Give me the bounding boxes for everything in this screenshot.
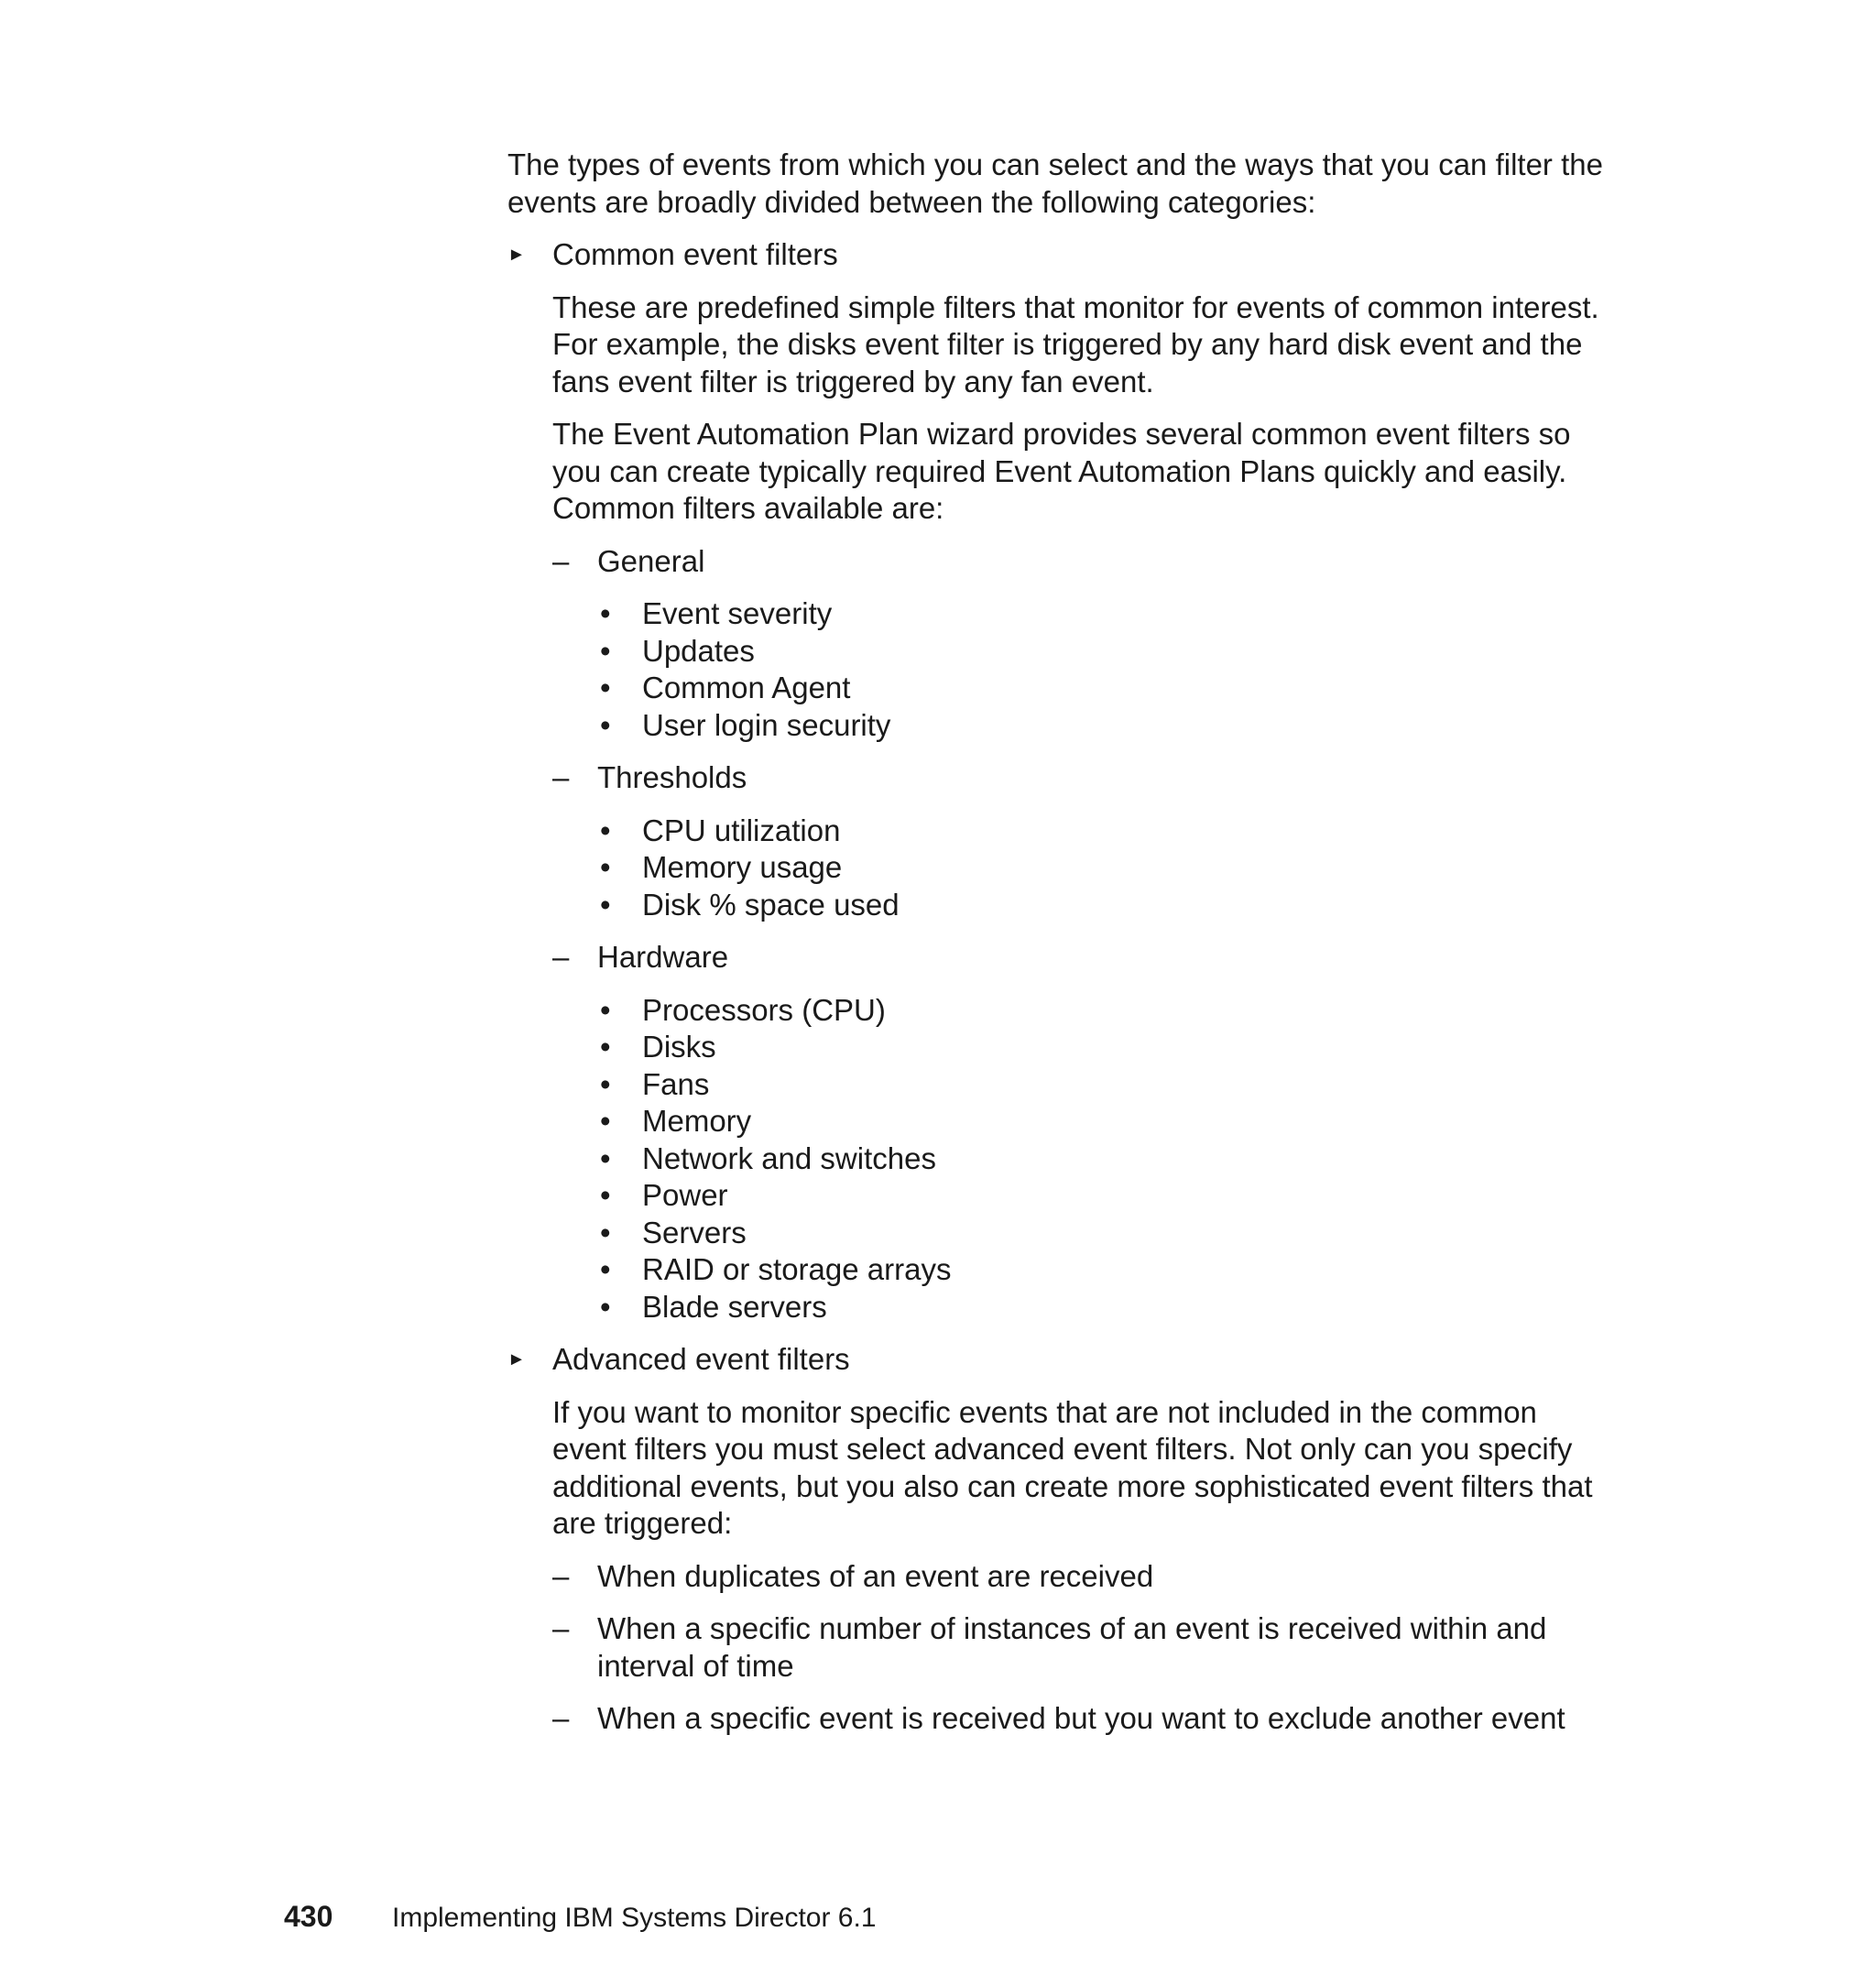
group-items xyxy=(597,992,1616,1326)
book-title: Implementing IBM Systems Director 6.1 xyxy=(392,1903,877,1933)
common-filters-description: These are predefined simple filters that monitor for events of common interest. For example, the disks event filter is triggered by any hard disk event and the fans event filter is triggered by any fan event. xyxy=(552,289,1599,398)
group-title: General xyxy=(597,543,705,578)
group-items xyxy=(597,813,1616,924)
dash-bullet-icon: – xyxy=(552,1558,570,1593)
dash-bullet-icon: – xyxy=(552,543,570,578)
list-item: • Blade servers xyxy=(597,1289,1616,1326)
advanced-condition-text: When a specific event is received but you want to exclude another event xyxy=(597,1701,1565,1735)
list-item: • Servers xyxy=(597,1215,1616,1252)
page-footer xyxy=(284,1898,877,1937)
group-thresholds xyxy=(552,759,1616,923)
dot-bullet-icon: • xyxy=(600,707,611,742)
dot-bullet-icon: • xyxy=(600,813,611,847)
list-item: • RAID or storage arrays xyxy=(597,1251,1616,1289)
group-title: Hardware xyxy=(597,940,729,974)
common-event-filters-section xyxy=(507,236,1616,1326)
triangle-bullet-icon: ► xyxy=(507,245,526,265)
list-item: • Memory xyxy=(597,1103,1616,1140)
list-item: • Common Agent xyxy=(597,670,1616,707)
page-number: 430 xyxy=(284,1900,333,1933)
dot-bullet-icon: • xyxy=(600,850,611,884)
dot-bullet-icon: • xyxy=(600,1066,611,1101)
list-item: • Disk % space used xyxy=(597,887,1616,924)
dot-bullet-icon: • xyxy=(600,1104,611,1138)
common-filters-wizard-text: The Event Automation Plan wizard provides several common event filters so you can create typically required Event Automation Plans quickly and easily. Common filters available are: xyxy=(552,417,1571,525)
dot-bullet-icon: • xyxy=(600,1289,611,1324)
group-general xyxy=(552,543,1616,745)
list-item: • Memory usage xyxy=(597,849,1616,887)
list-item: • Processors (CPU) xyxy=(597,992,1616,1030)
list-item: • Disks xyxy=(597,1029,1616,1066)
dot-bullet-icon: • xyxy=(600,671,611,704)
dot-bullet-icon: • xyxy=(600,992,611,1027)
dot-bullet-icon: • xyxy=(600,1252,611,1286)
group-items xyxy=(597,595,1616,744)
intro-paragraph: The types of events from which you can select and the ways that you can filter the events are broadly divided between the following categories: xyxy=(507,147,1603,219)
list-item: • Fans xyxy=(597,1066,1616,1104)
dot-bullet-icon: • xyxy=(600,887,611,922)
page-content xyxy=(507,147,1616,1753)
dot-bullet-icon: • xyxy=(600,1140,611,1175)
list-item: • User login security xyxy=(597,707,1616,745)
list-item: • Event severity xyxy=(597,595,1616,633)
group-title: Thresholds xyxy=(597,760,747,794)
advanced-condition-text: When a specific number of instances of an event is received within and interval of time xyxy=(597,1611,1547,1683)
advanced-filters-description: If you want to monitor specific events that are not included in the common event filters you must select advanced event filters. Not only can you specify additional events, but you also can create more sophisticated event filters that are triggered: xyxy=(552,1394,1593,1540)
dot-bullet-icon: • xyxy=(600,1215,611,1249)
dot-bullet-icon: • xyxy=(600,633,611,668)
advanced-event-filters-title: Advanced event filters xyxy=(552,1342,850,1376)
dash-bullet-icon: – xyxy=(552,760,570,794)
advanced-condition xyxy=(552,1700,1616,1738)
dot-bullet-icon: • xyxy=(600,1030,611,1064)
list-item: • CPU utilization xyxy=(597,813,1616,850)
list-item: • Updates xyxy=(597,633,1616,671)
dot-bullet-icon: • xyxy=(600,596,611,630)
dash-bullet-icon: – xyxy=(552,1611,570,1645)
dash-bullet-icon: – xyxy=(552,940,570,974)
dash-bullet-icon: – xyxy=(552,1701,570,1735)
common-event-filters-title: Common event filters xyxy=(552,237,838,271)
triangle-bullet-icon: ► xyxy=(507,1349,526,1369)
dot-bullet-icon: • xyxy=(600,1178,611,1212)
list-item: • Network and switches xyxy=(597,1140,1616,1178)
list-item: • Power xyxy=(597,1177,1616,1215)
advanced-condition xyxy=(552,1610,1616,1685)
group-hardware xyxy=(552,939,1616,1326)
advanced-condition xyxy=(552,1558,1616,1596)
advanced-condition-text: When duplicates of an event are received xyxy=(597,1558,1154,1593)
advanced-event-filters-section xyxy=(507,1341,1616,1738)
